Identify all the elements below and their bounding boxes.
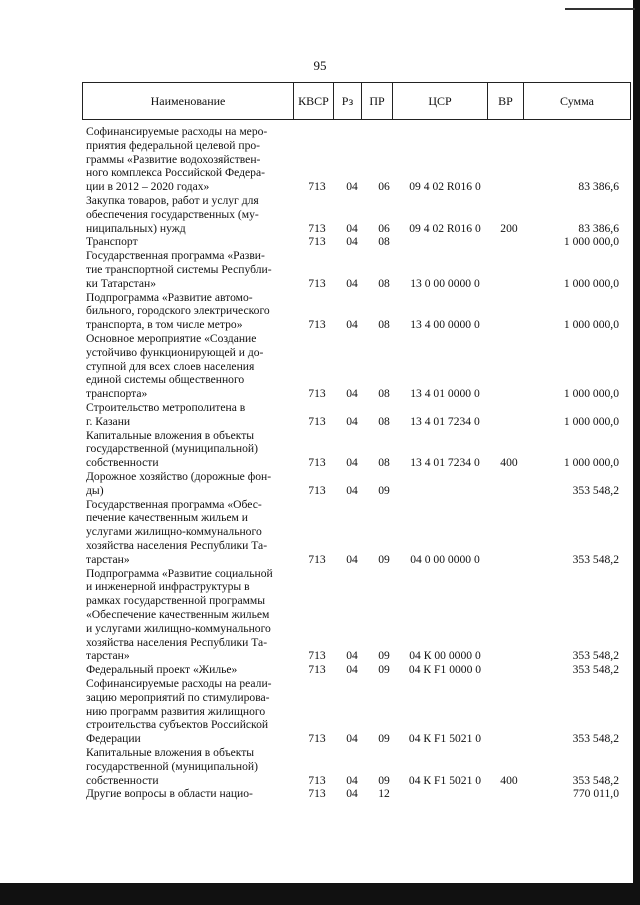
- row-name-line: Другие вопросы в области нацио-: [86, 787, 253, 801]
- row-name-line: строительства субъектов Российской: [86, 718, 269, 732]
- row-name-line: рамках государственной программы: [86, 594, 266, 608]
- row-sum: 83 386,6: [578, 180, 619, 194]
- row-name: [86, 677, 289, 746]
- row-name-line: нию программ развития жилищного: [86, 704, 266, 718]
- row-name-line: и инженерной инфраструктуры в: [86, 580, 250, 594]
- row-kvsr: 713: [308, 414, 326, 428]
- row-name-line: Строительство метрополитена в: [86, 400, 246, 414]
- row-csr: 13 4 01 7234 0: [410, 414, 480, 428]
- row-pr: 09: [378, 663, 390, 677]
- row-name: [86, 249, 289, 290]
- row-name-line: Федерации: [86, 732, 141, 746]
- row-name-line: г. Казани: [86, 414, 131, 428]
- row-kvsr: 713: [308, 787, 326, 801]
- row-name-line: Капитальные вложения в объекты: [86, 745, 255, 759]
- row-name-line: ки Татарстан»: [86, 276, 157, 290]
- row-sum: 353 548,2: [572, 649, 619, 663]
- row-name: [86, 235, 289, 249]
- row-name-line: транспорта»: [86, 387, 148, 401]
- row-kvsr: 713: [308, 387, 326, 401]
- row-name: [86, 787, 289, 801]
- row-pr: 08: [378, 456, 390, 470]
- row-kvsr: 713: [308, 180, 326, 194]
- row-rz: 04: [346, 235, 358, 249]
- table-row: [0, 401, 640, 429]
- row-pr: 08: [378, 276, 390, 290]
- row-sum: 770 011,0: [573, 787, 619, 801]
- row-pr: 09: [378, 483, 390, 497]
- row-sum: 353 548,2: [572, 773, 619, 787]
- row-name-line: Федеральный проект «Жилье»: [86, 663, 238, 677]
- table-row: [0, 663, 640, 677]
- row-name-line: хозяйства населения Республики Та-: [86, 635, 268, 649]
- row-name: [86, 746, 289, 787]
- row-name-line: хозяйства населения Республики Та-: [86, 538, 268, 552]
- row-kvsr: 713: [308, 663, 326, 677]
- row-kvsr: 713: [308, 483, 326, 497]
- row-rz: 04: [346, 180, 358, 194]
- row-sum: 1 000 000,0: [563, 318, 619, 332]
- row-csr: 13 4 01 0000 0: [410, 387, 480, 401]
- row-name: [86, 663, 289, 677]
- row-rz: 04: [346, 483, 358, 497]
- row-name-line: Закупка товаров, работ и услуг для: [86, 194, 259, 207]
- row-name-line: единой системы общественного: [86, 373, 245, 387]
- row-name-line: услугами жилищно-коммунального: [86, 525, 262, 539]
- row-name: [86, 291, 289, 332]
- table-row: [0, 235, 640, 249]
- row-rz: 04: [346, 387, 358, 401]
- table-row: [0, 125, 640, 194]
- row-csr: 13 4 01 7234 0: [410, 456, 480, 470]
- row-sum: 1 000 000,0: [563, 414, 619, 428]
- row-name-line: бильного, городского электрического: [86, 304, 270, 318]
- row-vr: 400: [500, 773, 518, 787]
- row-rz: 04: [346, 649, 358, 663]
- row-rz: 04: [346, 221, 358, 235]
- row-kvsr: 713: [308, 318, 326, 332]
- table-row: [0, 249, 640, 290]
- row-name: [86, 125, 289, 194]
- header-pr: ПР: [362, 83, 393, 119]
- row-name-line: Софинансируемые расходы на меро-: [86, 125, 268, 138]
- row-rz: 04: [346, 414, 358, 428]
- row-rz: 04: [346, 276, 358, 290]
- row-name: [86, 429, 289, 470]
- row-csr: 13 0 00 0000 0: [410, 276, 480, 290]
- row-name-line: ступной для всех слоев населения: [86, 359, 255, 373]
- row-pr: 09: [378, 649, 390, 663]
- row-name: [86, 567, 289, 664]
- row-csr: 04 К F1 0000 0: [408, 663, 482, 677]
- row-name-line: печение качественным жильем и: [86, 511, 248, 525]
- row-csr: 04 0 00 0000 0: [410, 552, 480, 566]
- row-name-line: Государственная программа «Обес-: [86, 497, 262, 511]
- row-pr: 08: [378, 414, 390, 428]
- row-name-line: собственности: [86, 456, 159, 470]
- row-name-line: собственности: [86, 773, 159, 787]
- row-sum: 353 548,2: [572, 483, 619, 497]
- row-name: [86, 332, 289, 401]
- row-name-line: зацию мероприятий по стимулирова-: [86, 690, 270, 704]
- row-sum: 1 000 000,0: [563, 235, 619, 249]
- row-rz: 04: [346, 787, 358, 801]
- header-sum: Сумма: [560, 93, 594, 108]
- row-name-line: Государственная программа «Разви-: [86, 249, 265, 263]
- row-pr: 09: [378, 773, 390, 787]
- row-rz: 04: [346, 456, 358, 470]
- table-header: [82, 82, 631, 120]
- row-name-line: и услугами жилищно-коммунального: [86, 621, 271, 635]
- row-name-line: устойчиво функционирующей и до-: [86, 345, 264, 359]
- row-kvsr: 713: [308, 732, 326, 746]
- row-sum: 353 548,2: [572, 732, 619, 746]
- row-rz: 04: [346, 318, 358, 332]
- table-row: [0, 746, 640, 787]
- row-csr: 09 4 02 R016 0: [409, 180, 481, 194]
- row-vr: 400: [500, 456, 518, 470]
- table-row: [0, 470, 640, 498]
- header-rz: Рз: [334, 83, 362, 119]
- row-kvsr: 713: [308, 773, 326, 787]
- row-name: [86, 401, 289, 429]
- row-sum: 1 000 000,0: [563, 387, 619, 401]
- row-rz: 04: [346, 773, 358, 787]
- row-csr: 04 К F1 5021 0: [408, 732, 482, 746]
- row-pr: 08: [378, 387, 390, 401]
- row-pr: 06: [378, 221, 390, 235]
- table-row: [0, 429, 640, 470]
- row-pr: 08: [378, 318, 390, 332]
- row-name-line: ды): [86, 483, 104, 497]
- row-name-line: тие транспортной системы Республи-: [86, 262, 272, 276]
- scan-corner-mark: [565, 8, 635, 10]
- table-row: [0, 291, 640, 332]
- row-name-line: обеспечения государственных (му-: [86, 207, 259, 221]
- row-name-line: Основное мероприятие «Создание: [86, 331, 257, 345]
- row-kvsr: 713: [308, 235, 326, 249]
- row-name-line: Софинансируемые расходы на реали-: [86, 676, 272, 690]
- row-name-line: тарстан»: [86, 649, 130, 663]
- row-sum: 1 000 000,0: [563, 276, 619, 290]
- row-rz: 04: [346, 663, 358, 677]
- row-csr: 04 К 00 0000 0: [409, 649, 481, 663]
- row-csr: 13 4 00 0000 0: [410, 318, 480, 332]
- row-name-line: Дорожное хозяйство (дорожные фон-: [86, 469, 272, 483]
- row-sum: 353 548,2: [572, 552, 619, 566]
- table-row: [0, 332, 640, 401]
- header-name: Наименование: [83, 83, 294, 119]
- row-name-line: государственной (муниципальной): [86, 759, 258, 773]
- row-name-line: тарстан»: [86, 552, 130, 566]
- row-name: [86, 498, 289, 567]
- row-kvsr: 713: [308, 456, 326, 470]
- row-rz: 04: [346, 732, 358, 746]
- row-sum: 83 386,6: [578, 221, 619, 235]
- row-name-line: ниципальных) нужд: [86, 221, 186, 235]
- row-name: [86, 470, 289, 498]
- row-pr: 08: [378, 235, 390, 249]
- header-csr: ЦСР: [393, 83, 488, 119]
- row-rz: 04: [346, 552, 358, 566]
- row-csr: 04 К F1 5021 0: [408, 773, 482, 787]
- table-row: [0, 677, 640, 746]
- row-pr: 12: [378, 787, 390, 801]
- row-name: [86, 194, 289, 235]
- row-name-line: Подпрограмма «Развитие автомо-: [86, 290, 253, 304]
- row-sum: 353 548,2: [572, 663, 619, 677]
- row-name-line: Подпрограмма «Развитие социальной: [86, 566, 273, 580]
- row-name-line: «Обеспечение качественным жильем: [86, 607, 270, 621]
- table-row: [0, 194, 640, 235]
- row-kvsr: 713: [308, 649, 326, 663]
- row-kvsr: 713: [308, 276, 326, 290]
- row-name-line: приятия федеральной целевой про-: [86, 138, 261, 152]
- row-name-line: Транспорт: [86, 235, 138, 249]
- row-kvsr: 713: [308, 552, 326, 566]
- row-name-line: граммы «Развитие водохозяйствен-: [86, 152, 261, 166]
- table-body: [0, 125, 640, 801]
- row-pr: 06: [378, 180, 390, 194]
- table-row: [0, 787, 640, 801]
- table-row: [0, 567, 640, 664]
- row-vr: 200: [500, 221, 518, 235]
- page-number: 95: [313, 58, 327, 73]
- table-row: [0, 498, 640, 567]
- row-kvsr: 713: [308, 221, 326, 235]
- header-kvsr: КВСР: [294, 83, 334, 119]
- scan-bottom-border: [0, 883, 640, 905]
- row-name-line: государственной (муниципальной): [86, 442, 258, 456]
- row-csr: 09 4 02 R016 0: [409, 221, 481, 235]
- row-name-line: Капитальные вложения в объекты: [86, 428, 255, 442]
- header-vr: ВР: [488, 83, 524, 119]
- row-name-line: ции в 2012 – 2020 годах»: [86, 180, 210, 194]
- row-pr: 09: [378, 732, 390, 746]
- row-pr: 09: [378, 552, 390, 566]
- row-sum: 1 000 000,0: [563, 456, 619, 470]
- row-name-line: транспорта, в том числе метро»: [86, 318, 243, 332]
- row-name-line: ного комплекса Российской Федера-: [86, 166, 265, 180]
